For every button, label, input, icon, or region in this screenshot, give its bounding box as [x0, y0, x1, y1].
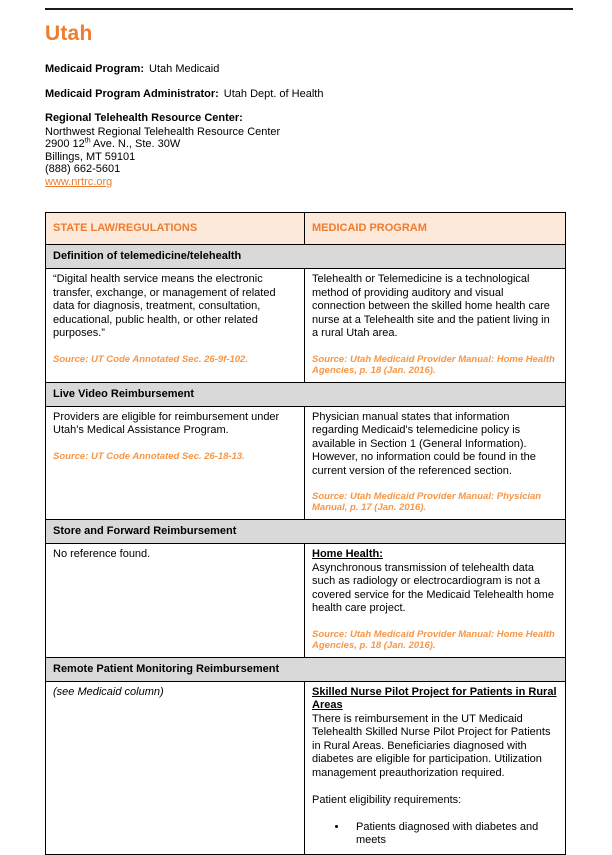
table-header-row: [46, 213, 566, 245]
resource-center-label: Regional Telehealth Resource Center:: [45, 112, 243, 124]
page-title: Utah: [45, 22, 93, 45]
section-title-remote-monitoring: Remote Patient Monitoring Reimbursement: [46, 657, 566, 681]
cell-store-forward-state-law: [46, 544, 305, 658]
source-citation: Source: Utah Medicaid Provider Manual: Home Health Agencies, p. 18 (Jan. 2016).: [312, 353, 555, 376]
source-citation: Source: Utah Medicaid Provider Manual: Home Health Agencies, p. 18 (Jan. 2016).: [312, 628, 555, 651]
table-row: [46, 544, 566, 658]
cell-subheading: Home Health:: [312, 548, 383, 560]
section-row-store-forward: [46, 520, 566, 544]
cell-store-forward-medicaid: [305, 544, 566, 658]
resource-center-link[interactable]: www.nrtrc.org: [45, 175, 113, 188]
address-ordinal: th: [84, 137, 91, 145]
medicaid-meta-block: [45, 63, 576, 100]
source-citation: Source: UT Code Annotated Sec. 26-9f-102.: [53, 353, 248, 365]
cell-text: Physician manual states that information regarding Medicaid's telemedicine policy is available in Section 1 (General Information). However, no information could be found in the current version of the referenced section.: [312, 410, 536, 477]
resource-center-phone: (888) 662-5601: [45, 163, 121, 175]
resource-center-block: [45, 112, 576, 188]
section-row-definition: [46, 245, 566, 269]
section-title-live-video: Live Video Reimbursement: [46, 382, 566, 406]
cell-text: Asynchronous transmission of telehealth data such as radiology or electrocardiogram is not a covered service for the Medicaid Telehealth home health care project.: [312, 561, 554, 614]
section-title-store-forward: Store and Forward Reimbursement: [46, 520, 566, 544]
table-row: [46, 406, 566, 520]
cell-subheading: Skilled Nurse Pilot Project for Patients in Rural Areas: [312, 685, 557, 711]
address-suffix: Ave. N., Ste. 30W: [90, 138, 181, 150]
list-item: • Patients diagnosed with diabetes and meets: [348, 821, 558, 848]
source-citation: Source: Utah Medicaid Provider Manual: Physician Manual, p. 17 (Jan. 2016).: [312, 491, 542, 513]
section-title-definition: Definition of telemedicine/telehealth: [46, 245, 566, 269]
medicaid-program-value: Utah Medicaid: [149, 63, 220, 75]
medicaid-program-label: Medicaid Program:: [45, 63, 145, 75]
cell-text: (see Medicaid column): [53, 685, 164, 698]
cell-text: “Digital health service means the electronic transfer, exchange, or management of related data for diagnosis, treatment, consultation, educational, public health, or other related purposes.”: [53, 273, 276, 339]
table-row: [46, 269, 566, 383]
source-citation: Source: UT Code Annotated Sec. 26-18-13.: [53, 450, 245, 462]
cell-text: Providers are eligible for reimbursement under Utah's Medical Assistance Program.: [53, 410, 280, 436]
cell-text: Telehealth or Telemedicine is a technological method of providing auditory and visual connection between the skilled home health care nurse at a Telehealth site and the patient living in a rural Utah area.: [312, 273, 550, 339]
medicaid-program-line: [45, 63, 576, 76]
column-header-state-law: STATE LAW/REGULATIONS: [46, 213, 305, 245]
state-law-medicaid-table: [45, 212, 566, 855]
section-row-live-video: [46, 382, 566, 406]
address-prefix: 2900 12: [45, 138, 85, 150]
cell-live-video-state-law: [46, 406, 305, 520]
cell-definition-medicaid: [305, 269, 566, 383]
top-divider-rule: [45, 8, 573, 10]
resource-center-name: Northwest Regional Telehealth Resource Center: [45, 125, 281, 138]
administrator-label: Medicaid Program Administrator:: [45, 87, 219, 100]
administrator-value: Utah Dept. of Health: [223, 87, 324, 100]
eligibility-bullet-list: [348, 821, 558, 848]
resource-center-city: Billings, MT 59101: [45, 150, 136, 163]
administrator-line: [45, 88, 576, 101]
cell-live-video-medicaid: [305, 406, 566, 520]
cell-text: Patient eligibility requirements:: [312, 793, 462, 806]
section-row-remote-monitoring: [46, 657, 566, 681]
table-row: [46, 681, 566, 854]
cell-definition-state-law: [46, 269, 305, 383]
cell-remote-monitoring-medicaid: [305, 681, 566, 854]
column-header-medicaid-program: MEDICAID PROGRAM: [305, 213, 566, 245]
cell-text: No reference found.: [53, 548, 151, 560]
cell-remote-monitoring-state-law: [46, 681, 305, 854]
resource-center-address: [45, 138, 576, 151]
cell-text: There is reimbursement in the UT Medicaid Telehealth Skilled Nurse Pilot Project for Patients in Rural Areas. Beneficiaries diagnosed with diabetes are eligible for participation. Utilization management preauthorization required.: [312, 712, 551, 779]
